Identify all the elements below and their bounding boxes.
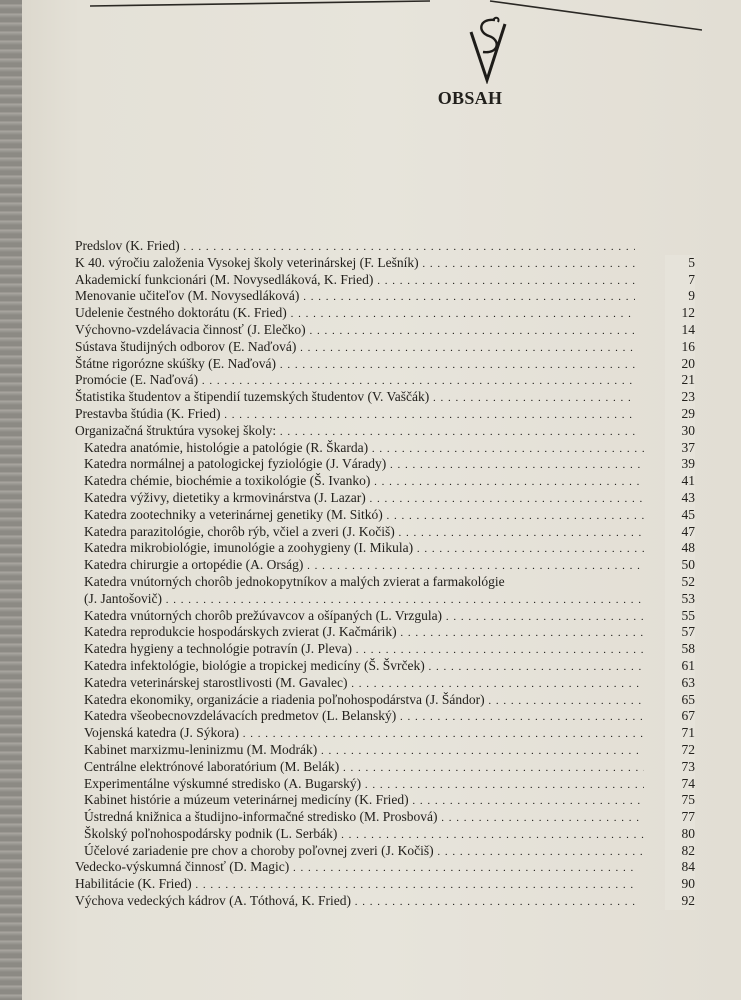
toc-entry [75,356,695,373]
toc-entry [75,372,695,389]
toc-entry-page-number: 43 [665,490,695,507]
toc-entry [75,776,695,793]
toc-entry [75,876,695,893]
toc-entry [75,692,695,709]
toc-entry [75,557,695,574]
toc-entry [75,641,695,658]
toc-entry-page-number: 5 [665,255,695,272]
toc-entry [75,859,695,876]
toc-entry-page-number: 45 [665,507,695,524]
toc-entry-page-number: 80 [665,826,695,843]
toc-entry [75,456,695,473]
toc-entry-title: Katedra chémie, biochémie a toxikológie (Š. Ivanko) . . . [84,473,644,491]
toc-entry-title: Promócie (E. Naďová) . . . [75,372,635,390]
toc-entry [75,524,695,541]
toc-entry-page-number: 75 [665,792,695,809]
toc-entry-title: Udelenie čestného doktorátu (K. Fried) . . . [75,305,635,323]
toc-entry [75,540,695,557]
toc-entry-title: (J. Jantošovič) . . . [84,591,644,609]
toc-entry-title: Ústredná knižnica a študijno-informačné stredisko (M. Prosbová) . . . [84,809,644,827]
toc-entry-page-number: 20 [665,356,695,373]
toc-entry [75,759,695,776]
toc-entry-title: Kabinet histórie a múzeum veterinárnej medicíny (K. Fried) . . . [84,792,644,810]
toc-entry [75,322,695,339]
toc-entry [75,809,695,826]
toc-entry-title: Katedra vnútorných chorôb prežúvavcov a ošípaných (L. Vrzgula) . . . [84,608,644,626]
staff-snake-emblem-icon [465,14,511,84]
toc-entry [75,843,695,860]
toc-entry [75,893,695,910]
toc-entry-title: Katedra infektológie, biológie a tropickej medicíny (Š. Švrček) . . . [84,658,644,676]
page-title: OBSAH [437,88,503,108]
toc-entry-page-number: 21 [665,372,695,389]
toc-entry-title: Štatistika študentov a štipendií tuzemských študentov (V. Vaščák) . . . [75,389,635,407]
toc-entry-page-number: 12 [665,305,695,322]
toc-entry [75,423,695,440]
toc-entry-page-number: 72 [665,742,695,759]
toc-entry-title: Katedra reprodukcie hospodárskych zvierat (J. Kačmárik) . . . [84,624,644,642]
toc-entry-page-number: 73 [665,759,695,776]
toc-entry-page-number: 47 [665,524,695,541]
toc-entry [75,608,695,625]
toc-entry [75,507,695,524]
toc-entry [75,490,695,507]
toc-entry-page-number: 9 [665,288,695,305]
toc-entry-page-number: 41 [665,473,695,490]
toc-entry-title: Sústava študijných odborov (E. Naďová) . . . [75,339,635,357]
toc-entry-page-number: 52 [665,574,695,591]
toc-entry-page-number: 14 [665,322,695,339]
toc-entry-page-number: 84 [665,859,695,876]
toc-entry-page-number: 82 [665,843,695,860]
toc-entry-page-number: 23 [665,389,695,406]
toc-entry-title: Katedra ekonomiky, organizácie a riadenia poľnohospodárstva (J. Šándor) . . . [84,692,644,710]
toc-entry-title: Centrálne elektrónové laboratórium (M. Belák) . . . [84,759,644,777]
toc-entry [75,792,695,809]
toc-entry-title: Predslov (K. Fried) . . . [75,238,635,256]
toc-entry-title: Katedra veterinárskej starostlivosti (M. Gavalec) . . . [84,675,644,693]
toc-entry-title: Prestavba štúdia (K. Fried) . . . [75,406,635,424]
toc-entry-page-number: 30 [665,423,695,440]
toc-entry [75,238,695,255]
toc-entry [75,440,695,457]
toc-entry-title: Katedra chirurgie a ortopédie (A. Orság) . . . [84,557,644,575]
toc-entry-title: Školský poľnohospodársky podnik (L. Serbák) . . . [84,826,644,844]
toc-entry-page-number: 67 [665,708,695,725]
toc-entry [75,406,695,423]
toc-entry-page-number: 29 [665,406,695,423]
toc-entry-page-number: 77 [665,809,695,826]
toc-entry-title: Katedra výživy, dietetiky a krmovinárstva (J. Lazar) . . . [84,490,644,508]
toc-entry-title: Habilitácie (K. Fried) . . . [75,876,635,894]
toc-entry-title: Kabinet marxizmu-leninizmu (M. Modrák) . . . [84,742,644,760]
toc-entry-page-number: 74 [665,776,695,793]
toc-entry-title: Akademickí funkcionári (M. Novysedláková, K. Fried) . . . [75,272,635,290]
toc-entry [75,708,695,725]
toc-entry-title: Štátne rigorózne skúšky (E. Naďová) . . . [75,356,635,374]
toc-entry [75,574,695,591]
toc-entry-page-number: 37 [665,440,695,457]
toc-entry-page-number: 90 [665,876,695,893]
toc-entry [75,339,695,356]
toc-entry [75,675,695,692]
toc-entry [75,624,695,641]
toc-entry-title: Vojenská katedra (J. Sýkora) . . . [84,725,644,743]
toc-entry-page-number: 16 [665,339,695,356]
toc-entry-title: Organizačná štruktúra vysokej školy: . . . [75,423,635,441]
decorative-top-rule [90,0,702,32]
toc-entry-title: Katedra zootechniky a veterinárnej genetiky (M. Sitkó) . . . [84,507,644,525]
toc-entry-page-number: 92 [665,893,695,910]
toc-entry-page-number: 65 [665,692,695,709]
toc-entry [75,658,695,675]
toc-entry-page-number: 61 [665,658,695,675]
toc-entry-title: Katedra hygieny a technológie potravín (J. Pleva) . . . [84,641,644,659]
toc-entry-page-number: 71 [665,725,695,742]
table-of-contents [75,238,695,910]
toc-entry-title: Katedra vnútorných chorôb jednokopytníkov a malých zvierat a farmakológie [84,573,505,589]
book-binding-edge [0,0,24,1000]
toc-entry-title: K 40. výročiu založenia Vysokej školy veterinárskej (F. Lešník) . . . [75,255,635,273]
toc-entry-page-number: 58 [665,641,695,658]
toc-entry-title: Katedra všeobecnovzdelávacích predmetov (L. Belanský) . . . [84,708,644,726]
toc-entry-page-number: 63 [665,675,695,692]
toc-entry [75,272,695,289]
toc-entry-title: Výchova vedeckých kádrov (A. Tóthová, K. Fried) . . . [75,893,635,911]
toc-entry-title: Katedra normálnej a patologickej fyziológie (J. Várady) . . . [84,456,644,474]
toc-entry-page-number: 53 [665,591,695,608]
toc-entry [75,473,695,490]
toc-entry-page-number: 7 [665,272,695,289]
toc-entry [75,389,695,406]
toc-entry-page-number: 39 [665,456,695,473]
toc-entry [75,591,695,608]
toc-entry-title: Menovanie učiteľov (M. Novysedláková) . . . [75,288,635,306]
toc-entry-title: Katedra anatómie, histológie a patológie (R. Škarda) . . . [84,440,644,458]
toc-entry-title: Katedra mikrobiológie, imunológie a zoohygieny (I. Mikula) . . . [84,540,644,558]
toc-entry-title: Účelové zariadenie pre chov a choroby poľovnej zveri (J. Kočiš) . . . [84,843,644,861]
toc-entry [75,826,695,843]
toc-entry [75,742,695,759]
toc-entry-title: Katedra parazitológie, chorôb rýb, včiel a zveri (J. Kočiš) . . . [84,524,644,542]
toc-entry-page-number: 48 [665,540,695,557]
toc-entry-title: Vedecko-výskumná činnosť (D. Magic) . . . [75,859,635,877]
toc-entry [75,255,695,272]
toc-entry [75,305,695,322]
toc-entry-page-number: 57 [665,624,695,641]
toc-entry-title: Výchovno-vzdelávacia činnosť (J. Elečko) . . . [75,322,635,340]
toc-entry-title: Experimentálne výskumné stredisko (A. Bugarský) . . . [84,776,644,794]
toc-entry [75,725,695,742]
toc-entry-page-number: 55 [665,608,695,625]
toc-entry [75,288,695,305]
toc-entry-page-number: 50 [665,557,695,574]
